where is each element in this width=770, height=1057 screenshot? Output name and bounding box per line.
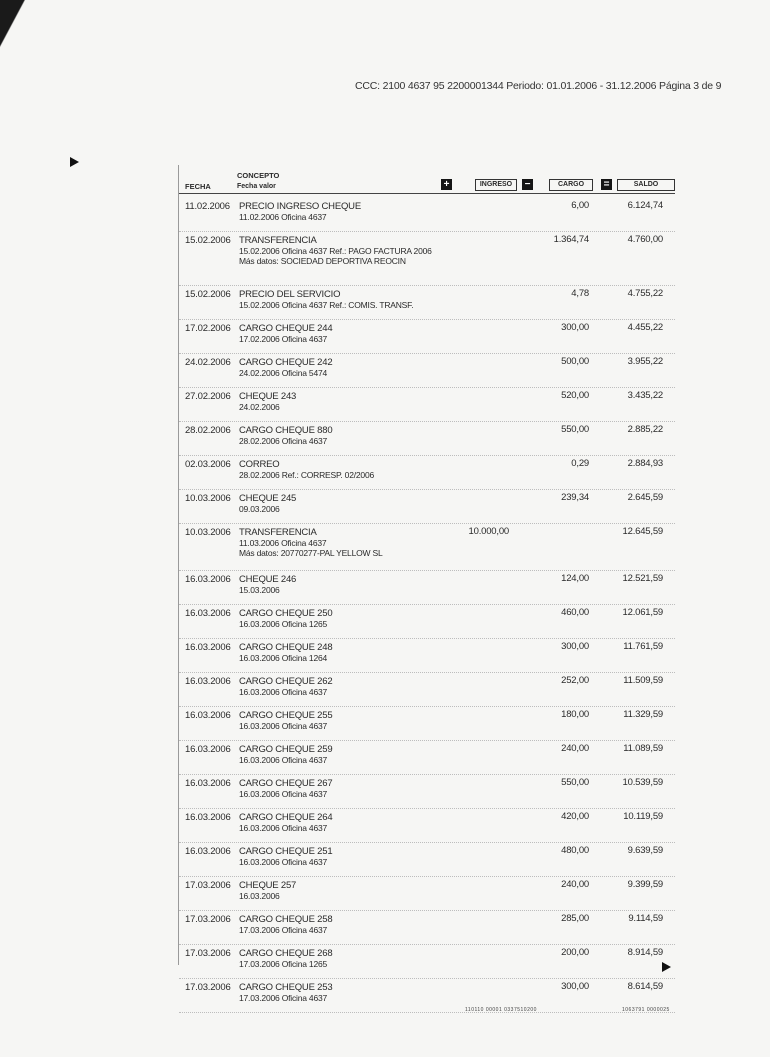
row-concepto-detail: 09.03.2006: [239, 504, 280, 514]
row-concepto: [239, 745, 332, 765]
row-saldo: 4.760,00: [627, 234, 663, 245]
row-cargo: 239,34: [561, 492, 589, 503]
row-concepto: [239, 813, 332, 833]
row-fecha: 17.03.2006: [185, 880, 231, 891]
row-fecha: 10.03.2006: [185, 527, 231, 538]
row-saldo: 4.455,22: [627, 322, 663, 333]
row-saldo: 4.755,22: [627, 288, 663, 299]
row-concepto: [239, 358, 332, 378]
row-saldo: 9.114,59: [628, 913, 663, 924]
row-fecha: 02.03.2006: [185, 459, 231, 470]
row-concepto-detail: Más datos: SOCIEDAD DEPORTIVA REOCIN: [239, 256, 406, 266]
row-cargo: 285,00: [561, 913, 589, 924]
page-corner-fold: [0, 0, 70, 120]
table-row: [179, 354, 675, 388]
transaction-list: [179, 198, 675, 1013]
row-concepto-detail: 15.03.2006: [239, 585, 280, 595]
row-concepto-title: CARGO CHEQUE 258: [239, 914, 333, 925]
row-fecha: 16.03.2006: [185, 608, 231, 619]
row-concepto-detail: 17.02.2006 Oficina 4637: [239, 334, 328, 344]
row-saldo: 12.645,59: [622, 526, 663, 537]
row-cargo: 180,00: [561, 709, 589, 720]
row-fecha: 16.03.2006: [185, 710, 231, 721]
table-row: [179, 911, 675, 945]
table-row: [179, 320, 675, 354]
row-cargo: 300,00: [561, 641, 589, 652]
row-concepto: [239, 236, 432, 266]
row-concepto-detail: Más datos: 20770277-PAL YELLOW SL: [239, 548, 383, 558]
row-saldo: 11.509,59: [623, 675, 663, 686]
table-row: [179, 456, 675, 490]
row-fecha: 16.03.2006: [185, 574, 231, 585]
row-concepto-detail: 16.03.2006 Oficina 4637: [239, 721, 328, 731]
row-saldo: 2.885,22: [627, 424, 663, 435]
row-concepto-title: CARGO CHEQUE 880: [239, 425, 333, 436]
row-concepto-detail: 16.03.2006: [239, 891, 280, 901]
row-fecha: 11.02.2006: [185, 201, 230, 212]
column-fecha: FECHA: [185, 182, 211, 191]
row-saldo: 8.614,59: [627, 981, 663, 992]
row-concepto: [239, 324, 332, 344]
row-ingreso: 10.000,00: [468, 526, 509, 537]
table-row: [179, 388, 675, 422]
row-concepto-detail: 16.03.2006 Oficina 4637: [239, 687, 328, 697]
row-concepto-title: CARGO CHEQUE 253: [239, 982, 333, 993]
row-cargo: 1.364,74: [553, 234, 589, 245]
row-cargo: 500,00: [561, 356, 589, 367]
row-concepto: [239, 202, 361, 222]
row-cargo: 252,00: [561, 675, 589, 686]
row-concepto: [239, 575, 296, 595]
arrow-right-icon: [70, 157, 79, 167]
row-concepto-detail: 24.02.2006 Oficina 5474: [239, 368, 328, 378]
row-cargo: 300,00: [561, 322, 589, 333]
row-saldo: 11.329,59: [623, 709, 663, 720]
table-row: [179, 490, 675, 524]
row-concepto-detail: 16.03.2006 Oficina 4637: [239, 823, 328, 833]
row-concepto: [239, 881, 296, 901]
table-row: [179, 809, 675, 843]
row-concepto-title: CARGO CHEQUE 242: [239, 357, 333, 368]
row-concepto-detail: 16.03.2006 Oficina 4637: [239, 857, 328, 867]
footer-code: 1063791 0000025: [622, 1007, 670, 1013]
row-concepto-title: CARGO CHEQUE 255: [239, 710, 333, 721]
row-fecha: 10.03.2006: [185, 493, 231, 504]
row-fecha: 17.03.2006: [185, 948, 231, 959]
row-cargo: 300,00: [561, 981, 589, 992]
row-concepto-title: CHEQUE 243: [239, 391, 297, 402]
row-concepto: [239, 983, 332, 1003]
row-concepto: [239, 847, 332, 867]
row-concepto-title: CARGO CHEQUE 264: [239, 812, 333, 823]
row-cargo: 420,00: [561, 811, 589, 822]
row-fecha: 16.03.2006: [185, 778, 231, 789]
row-concepto-title: TRANSFERENCIA: [239, 527, 317, 538]
row-fecha: 16.03.2006: [185, 812, 231, 823]
row-concepto-title: CARGO CHEQUE 251: [239, 846, 333, 857]
row-concepto-detail: 17.03.2006 Oficina 1265: [239, 959, 328, 969]
column-ingreso: INGRESO: [475, 179, 517, 191]
table-row: [179, 945, 675, 979]
table-row: [179, 232, 675, 286]
ledger-table: [178, 165, 675, 1003]
row-fecha: 16.03.2006: [185, 846, 231, 857]
table-row: [179, 198, 675, 232]
row-fecha: 15.02.2006: [185, 289, 231, 300]
row-cargo: 200,00: [561, 947, 589, 958]
row-concepto-detail: 15.02.2006 Oficina 4637 Ref.: PAGO FACTURA 2006: [239, 246, 432, 256]
table-row: [179, 979, 675, 1013]
row-saldo: 9.399,59: [627, 879, 663, 890]
table-row: [179, 741, 675, 775]
row-cargo: 550,00: [561, 424, 589, 435]
row-concepto-detail: 16.03.2006 Oficina 4637: [239, 755, 328, 765]
row-fecha: 27.02.2006: [185, 391, 231, 402]
footer-code: 110110 00001 0337510200: [465, 1007, 537, 1013]
row-saldo: 11.761,59: [623, 641, 663, 652]
row-concepto-title: CARGO CHEQUE 250: [239, 608, 333, 619]
row-saldo: 2.645,59: [627, 492, 663, 503]
table-row: [179, 571, 675, 605]
row-saldo: 9.639,59: [627, 845, 663, 856]
row-cargo: 0,29: [571, 458, 589, 469]
row-saldo: 10.539,59: [622, 777, 663, 788]
table-row: [179, 877, 675, 911]
row-concepto-detail: 17.03.2006 Oficina 4637: [239, 925, 328, 935]
row-cargo: 550,00: [561, 777, 589, 788]
minus-icon: −: [522, 179, 533, 190]
row-concepto: [239, 426, 332, 446]
column-saldo: SALDO: [617, 179, 675, 191]
table-row: [179, 673, 675, 707]
row-saldo: 11.089,59: [623, 743, 663, 754]
equals-icon: =: [601, 179, 612, 190]
table-row: [179, 843, 675, 877]
row-cargo: 124,00: [561, 573, 589, 584]
row-concepto-title: CARGO CHEQUE 244: [239, 323, 333, 334]
row-concepto: [239, 915, 332, 935]
row-concepto-title: PRECIO DEL SERVICIO: [239, 289, 341, 300]
row-concepto: [239, 779, 332, 799]
table-row: [179, 286, 675, 320]
row-concepto-detail: 16.03.2006 Oficina 1265: [239, 619, 328, 629]
row-concepto-detail: 11.03.2006 Oficina 4637: [239, 538, 327, 548]
row-saldo: 6.124,74: [627, 200, 663, 211]
table-row: [179, 524, 675, 571]
row-cargo: 240,00: [561, 743, 589, 754]
row-cargo: 480,00: [561, 845, 589, 856]
row-concepto-detail: 28.02.2006 Oficina 4637: [239, 436, 328, 446]
row-fecha: 17.02.2006: [185, 323, 231, 334]
row-concepto: [239, 528, 383, 558]
row-concepto: [239, 711, 332, 731]
row-concepto-title: CHEQUE 246: [239, 574, 297, 585]
row-concepto-detail: 11.02.2006 Oficina 4637: [239, 212, 327, 222]
row-saldo: 8.914,59: [627, 947, 663, 958]
row-concepto-title: CARGO CHEQUE 262: [239, 676, 333, 687]
row-concepto-title: CORREO: [239, 459, 280, 470]
row-concepto-title: CARGO CHEQUE 259: [239, 744, 333, 755]
row-fecha: 28.02.2006: [185, 425, 231, 436]
column-cargo: CARGO: [549, 179, 593, 191]
table-row: [179, 639, 675, 673]
row-fecha: 17.03.2006: [185, 982, 231, 993]
row-fecha: 16.03.2006: [185, 744, 231, 755]
table-row: [179, 422, 675, 456]
row-saldo: 10.119,59: [623, 811, 663, 822]
row-fecha: 24.02.2006: [185, 357, 231, 368]
row-fecha: 16.03.2006: [185, 642, 231, 653]
row-saldo: 3.435,22: [627, 390, 663, 401]
row-saldo: 12.061,59: [622, 607, 663, 618]
row-concepto: [239, 290, 413, 310]
row-concepto: [239, 949, 332, 969]
arrow-right-icon: [662, 962, 671, 972]
row-concepto-detail: 15.02.2006 Oficina 4637 Ref.: COMIS. TRANSF.: [239, 300, 414, 310]
row-concepto-title: CHEQUE 245: [239, 493, 297, 504]
row-saldo: 2.884,93: [627, 458, 663, 469]
table-row: [179, 605, 675, 639]
row-fecha: 15.02.2006: [185, 235, 231, 246]
row-concepto-title: CHEQUE 257: [239, 880, 297, 891]
row-saldo: 12.521,59: [622, 573, 663, 584]
row-cargo: 240,00: [561, 879, 589, 890]
row-concepto: [239, 494, 296, 514]
column-concepto: [237, 171, 279, 192]
row-concepto: [239, 609, 332, 629]
row-concepto-title: PRECIO INGRESO CHEQUE: [239, 201, 361, 212]
column-header-row: [179, 165, 675, 194]
row-fecha: 17.03.2006: [185, 914, 231, 925]
row-concepto: [239, 643, 332, 663]
row-cargo: 520,00: [561, 390, 589, 401]
row-cargo: 460,00: [561, 607, 589, 618]
row-concepto-title: CARGO CHEQUE 268: [239, 948, 333, 959]
account-period-header: CCC: 2100 4637 95 2200001344 Periodo: 01.01.2006 - 31.12.2006 Página 3 de 9: [355, 80, 722, 92]
plus-icon: +: [441, 179, 452, 190]
row-concepto: [239, 677, 332, 697]
row-cargo: 6,00: [571, 200, 589, 211]
row-concepto-detail: 28.02.2006 Ref.: CORRESP. 02/2006: [239, 470, 375, 480]
row-concepto: [239, 460, 374, 480]
table-row: [179, 707, 675, 741]
row-concepto-title: CARGO CHEQUE 267: [239, 778, 333, 789]
row-concepto-detail: 17.03.2006 Oficina 4637: [239, 993, 328, 1003]
row-concepto: [239, 392, 296, 412]
row-concepto-detail: 24.02.2006: [239, 402, 280, 412]
row-cargo: 4,78: [571, 288, 589, 299]
table-row: [179, 775, 675, 809]
row-concepto-title: CARGO CHEQUE 248: [239, 642, 333, 653]
column-concepto-label: CONCEPTO: [237, 171, 280, 180]
row-saldo: 3.955,22: [627, 356, 663, 367]
column-fecha-valor-label: Fecha valor: [237, 183, 276, 190]
row-fecha: 16.03.2006: [185, 676, 231, 687]
row-concepto-title: TRANSFERENCIA: [239, 235, 317, 246]
row-concepto-detail: 16.03.2006 Oficina 1264: [239, 653, 328, 663]
row-concepto-detail: 16.03.2006 Oficina 4637: [239, 789, 328, 799]
